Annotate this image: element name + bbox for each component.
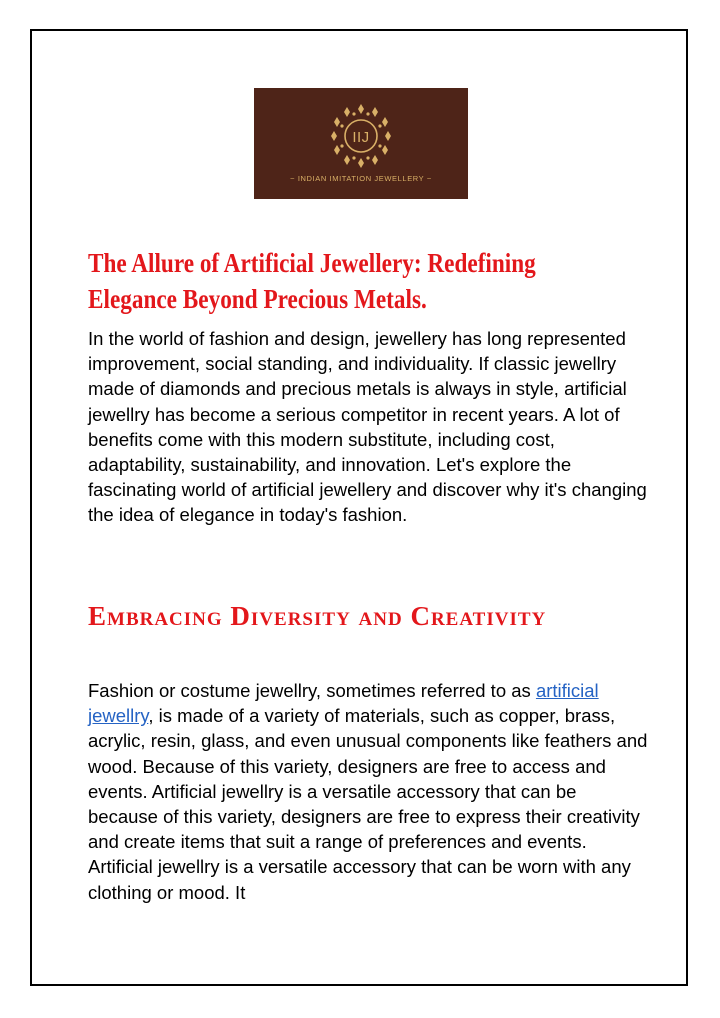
section-body <box>88 678 648 905</box>
section-body-text-end: , is made of a variety of materials, such as copper, brass, acrylic, resin, glass, and even unusual components like feathers and wood. Because of this variety, designers are free to access and events. Artificial jewellry is a versatile accessory that can be because of this variety, designers are free to express their creativity and create items that suit a range of preferences and events. Artificial jewellry is a versatile accessory that can be worn with any clothing or mood. It <box>88 705 648 903</box>
intro-paragraph: In the world of fashion and design, jewellery has long represented improvement, social standing, and individuality. If classic jewellry made of diamonds and precious metals is always in style, artificial jewellry has become a serious competitor in recent years. A lot of benefits come with this modern substitute, including cost, adaptability, sustainability, and innovation. Let's explore the fascinating world of artificial jewellery and discover why it's changing the idea of elegance in today's fashion. <box>88 328 647 526</box>
artificial-jewellry-link[interactable]: artificial jewellry <box>88 680 599 727</box>
section-body-text-start: Fashion or costume jewellry, sometimes referred to as <box>88 680 536 701</box>
brand-logo <box>254 88 468 199</box>
logo-monogram: IIJ <box>352 129 370 146</box>
section-heading: Embracing Diversity and Creativity <box>88 601 547 631</box>
page-title: The Allure of Artificial Jewellery: Redefining Elegance Beyond Precious Metals. <box>88 248 536 314</box>
logo-caption: ~ INDIAN IMITATION JEWELLERY ~ <box>290 174 432 183</box>
page-frame <box>30 29 688 986</box>
